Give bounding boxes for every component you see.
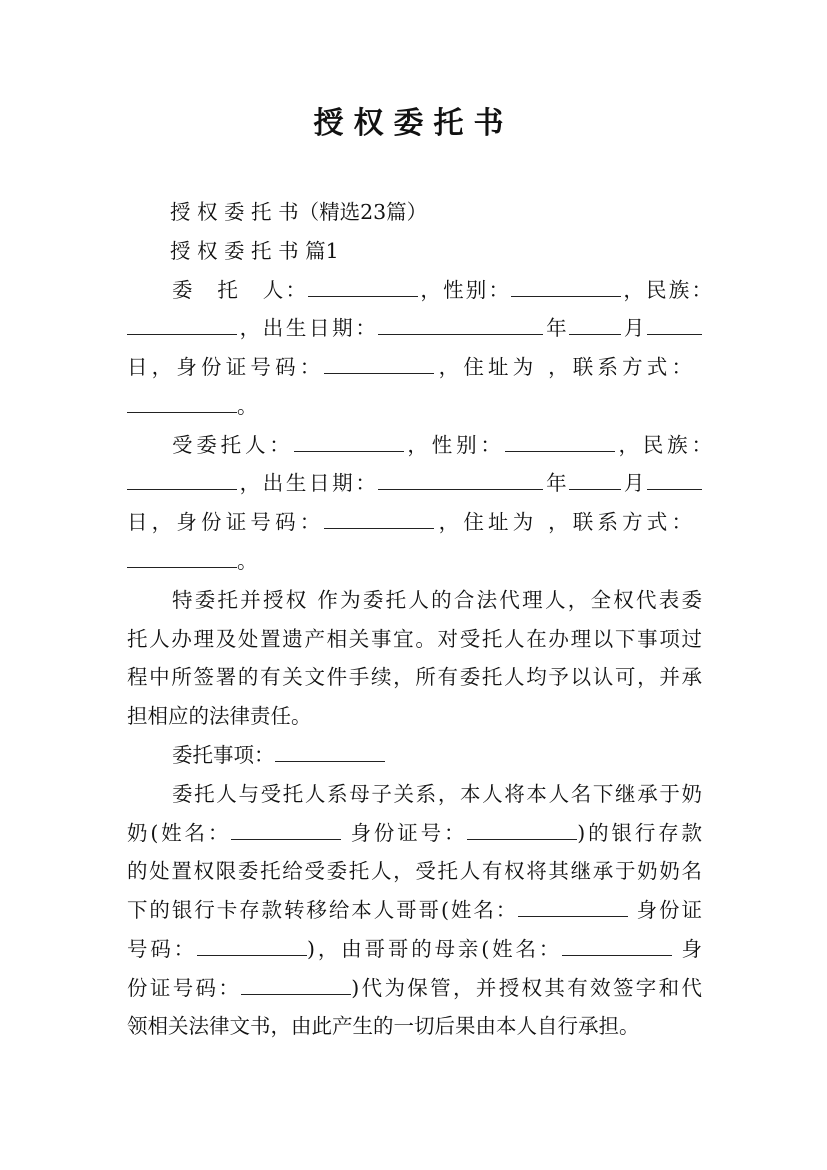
month-label: 月	[621, 316, 648, 340]
paragraph-line: 的处置权限委托给受委托人，受托人有权将其继承于奶奶名	[127, 859, 702, 883]
period: 。	[237, 394, 258, 418]
agent-line-2	[127, 468, 702, 498]
agent-name-blank	[294, 431, 404, 452]
agent-day-blank	[647, 469, 702, 490]
period: 。	[237, 549, 258, 573]
matters-label: 委托事项：	[172, 743, 275, 767]
paragraph-line: 领相关法律文书，由此产生的一切后果由本人自行承担。	[127, 1014, 640, 1038]
nation-label: ，民族：	[614, 433, 713, 457]
principal-contact-blank	[127, 392, 237, 413]
paragraph-line	[127, 934, 702, 964]
mother-id-blank	[241, 974, 351, 995]
mother-name-blank	[562, 935, 672, 956]
document-subtitle: 授 权 委 托 书（精选23篇）	[170, 200, 428, 224]
principal-label: 委 托 人：	[172, 278, 309, 302]
text-span: 身份证号：	[341, 821, 468, 845]
principal-line-4	[127, 391, 258, 421]
dob-label: ，出生日期：	[237, 316, 379, 340]
agent-line-4	[127, 546, 258, 576]
paragraph-line	[127, 973, 702, 1003]
paragraph-line	[127, 818, 702, 848]
text-span: 奶(姓名：	[127, 821, 232, 845]
text-span: )代为保管，并授权其有效签字和代	[351, 976, 702, 1000]
nation-label: ，民族：	[621, 278, 713, 302]
principal-nation-blank	[127, 314, 237, 335]
principal-line-2	[127, 313, 702, 343]
address-contact-label: ，住址为 ，联系方式：	[434, 355, 692, 379]
text-span: )，由哥哥的母亲(姓名：	[307, 937, 563, 961]
paragraph-line: 担相应的法律责任。	[127, 704, 312, 728]
principal-day-blank	[647, 314, 702, 335]
agent-gender-blank	[505, 431, 615, 452]
year-label: 年	[543, 316, 570, 340]
section-heading: 授 权 委 托 书 篇1	[170, 239, 339, 263]
text-span: 下的银行卡存款转移给本人哥哥(姓名：	[127, 898, 519, 922]
principal-line-3	[127, 352, 692, 382]
paragraph-line	[127, 895, 702, 925]
agent-line-1	[172, 430, 712, 460]
matters-blank	[275, 741, 385, 762]
principal-line-1	[172, 275, 712, 305]
document-title: 授权委托书	[313, 106, 514, 141]
brother-name-blank	[518, 896, 628, 917]
text-span: 号码：	[127, 937, 198, 961]
paragraph-line: 特委托并授权 作为委托人的合法代理人，全权代表委	[172, 588, 702, 612]
principal-year-blank	[378, 314, 543, 335]
paragraph-line: 托人办理及处置遗产相关事宜。对受托人在办理以下事项过	[127, 627, 702, 651]
matters-line	[172, 740, 385, 770]
text-span: 身	[672, 937, 702, 961]
gender-label: ，性别：	[403, 433, 505, 457]
agent-month-blank	[569, 469, 621, 490]
agent-line-3	[127, 507, 692, 537]
text-span: 身份证	[628, 898, 702, 922]
grandma-id-blank	[467, 819, 577, 840]
principal-gender-blank	[511, 276, 621, 297]
text-span: 份证号码：	[127, 976, 242, 1000]
year-label: 年	[543, 471, 570, 495]
principal-id-blank	[324, 353, 434, 374]
address-contact-label: ，住址为 ，联系方式：	[434, 510, 692, 534]
agent-year-blank	[378, 469, 543, 490]
gender-label: ，性别：	[418, 278, 512, 302]
id-label: 日，身份证号码：	[127, 355, 325, 379]
agent-contact-blank	[127, 547, 237, 568]
id-label: 日，身份证号码：	[127, 510, 325, 534]
brother-id-blank	[197, 935, 307, 956]
dob-label: ，出生日期：	[237, 471, 379, 495]
principal-name-blank	[308, 276, 418, 297]
principal-month-blank	[569, 314, 621, 335]
paragraph-line: 程中所签署的有关文件手续，所有委托人均予以认可，并承	[127, 665, 702, 689]
agent-id-blank	[324, 508, 434, 529]
month-label: 月	[621, 471, 648, 495]
agent-label: 受委托人：	[172, 433, 294, 457]
text-span: )的银行存款	[577, 821, 703, 845]
grandma-name-blank	[231, 819, 341, 840]
agent-nation-blank	[127, 469, 237, 490]
paragraph-line: 委托人与受托人系母子关系，本人将本人名下继承于奶	[172, 782, 702, 806]
